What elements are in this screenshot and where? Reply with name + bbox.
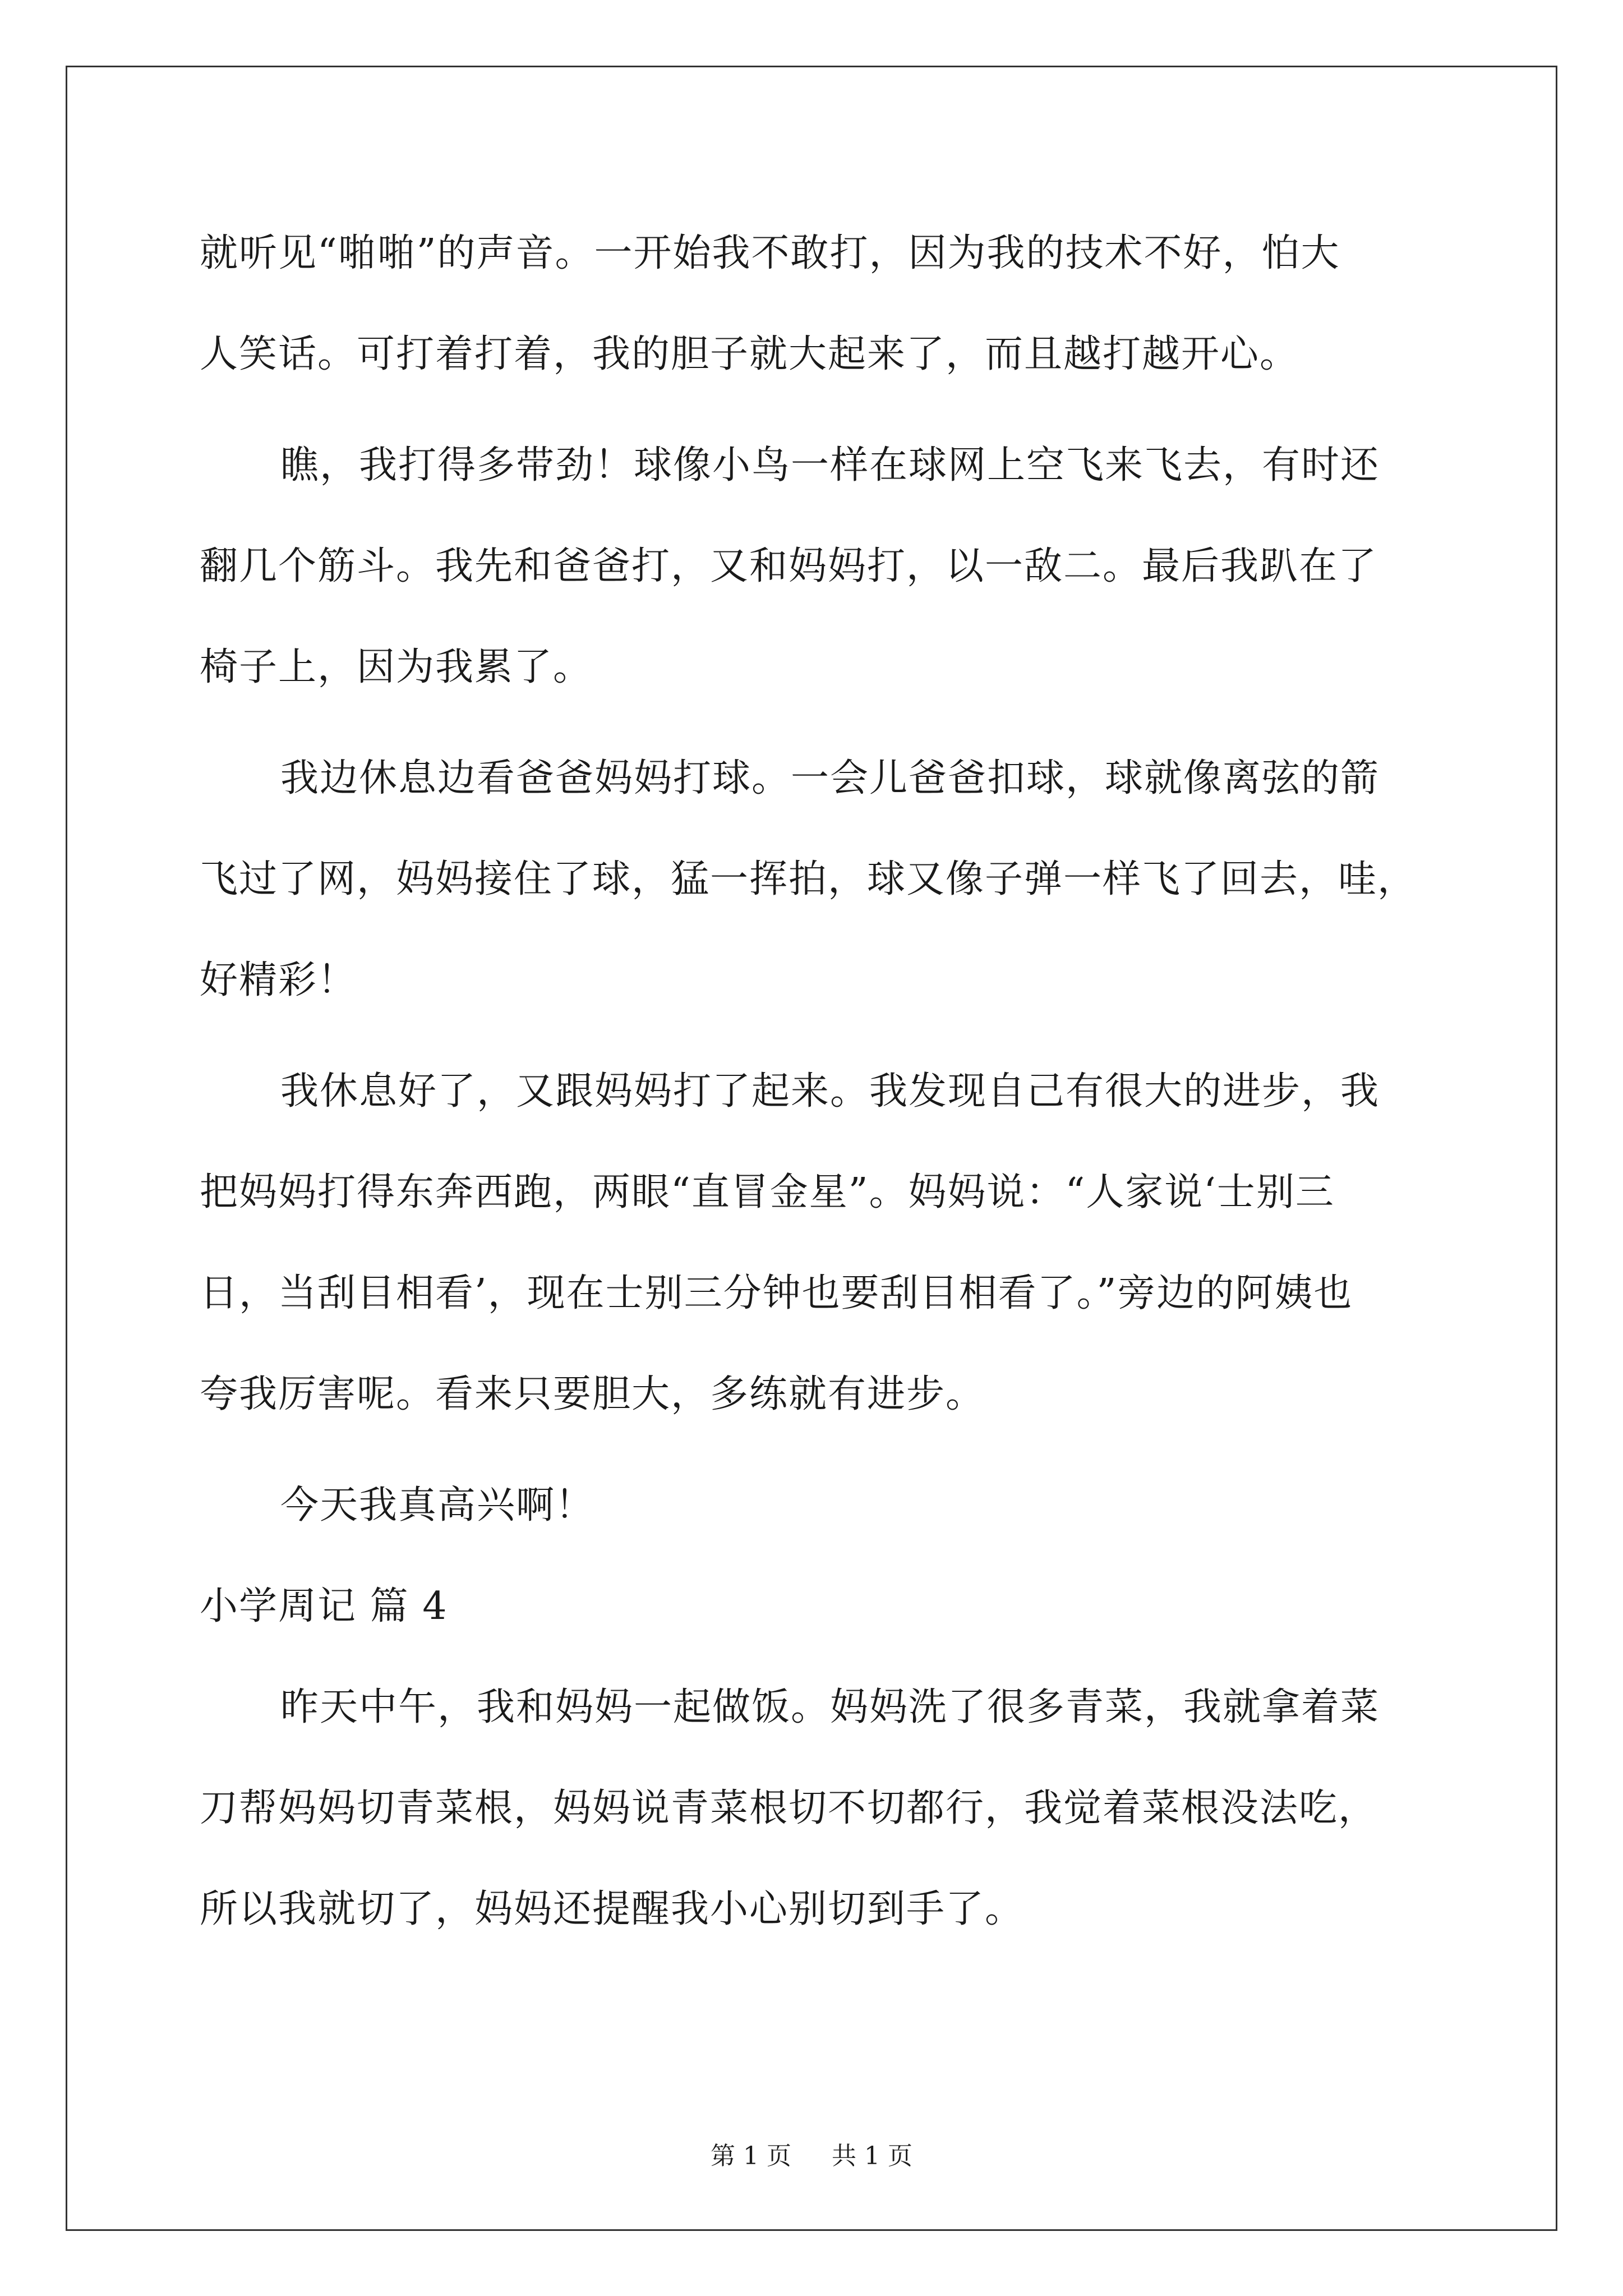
text-line: 飞过了网，妈妈接住了球，猛一挥拍，球又像子弹一样飞了回去，哇， [200, 857, 1417, 901]
text-line: 人笑话。可打着打着，我的胆子就大起来了，而且越打越开心。 [200, 332, 1299, 376]
text-line: 夸我厉害呢。看来只要胆大，多练就有进步。 [200, 1372, 985, 1416]
text-line: 好精彩！ [200, 958, 357, 1002]
text-line: 就听见“啪啪”的声音。一开始我不敢打，因为我的技术不好，怕大 [200, 231, 1340, 275]
paragraph-start: 昨天中午，我和妈妈一起做饭。妈妈洗了很多青菜，我就拿着菜 [280, 1685, 1380, 1729]
paragraph-start: 我边休息边看爸爸妈妈打球。一会儿爸爸扣球，球就像离弦的箭 [280, 756, 1380, 800]
text-line: 把妈妈打得东奔西跑，两眼“直冒金星”。妈妈说：“人家说‘士别三 [200, 1170, 1335, 1214]
paragraph-start: 我休息好了，又跟妈妈打了起来。我发现自己有很大的进步，我 [280, 1069, 1380, 1114]
text-line: 刀帮妈妈切青菜根，妈妈说青菜根切不切都行，我觉着菜根没法吃， [200, 1786, 1378, 1830]
paragraph-start: 瞧，我打得多带劲！球像小鸟一样在球网上空飞来飞去，有时还 [280, 443, 1380, 487]
text-line: 翻几个筋斗。我先和爸爸打，又和妈妈打，以一敌二。最后我趴在了 [200, 544, 1378, 588]
section-heading: 小学周记 篇 4 [200, 1584, 448, 1628]
page-footer [0, 2142, 1623, 2171]
page-total: 共 1 页 [832, 2142, 912, 2170]
text-line: 日，当刮目相看’，现在士别三分钟也要刮目相看了。”旁边的阿姨也 [200, 1271, 1353, 1315]
page-number: 第 1 页 [711, 2142, 791, 2170]
paragraph-start: 今天我真高兴啊！ [280, 1483, 595, 1527]
text-line: 所以我就切了，妈妈还提醒我小心别切到手了。 [200, 1887, 1025, 1931]
text-line: 椅子上，因为我累了。 [200, 645, 593, 689]
